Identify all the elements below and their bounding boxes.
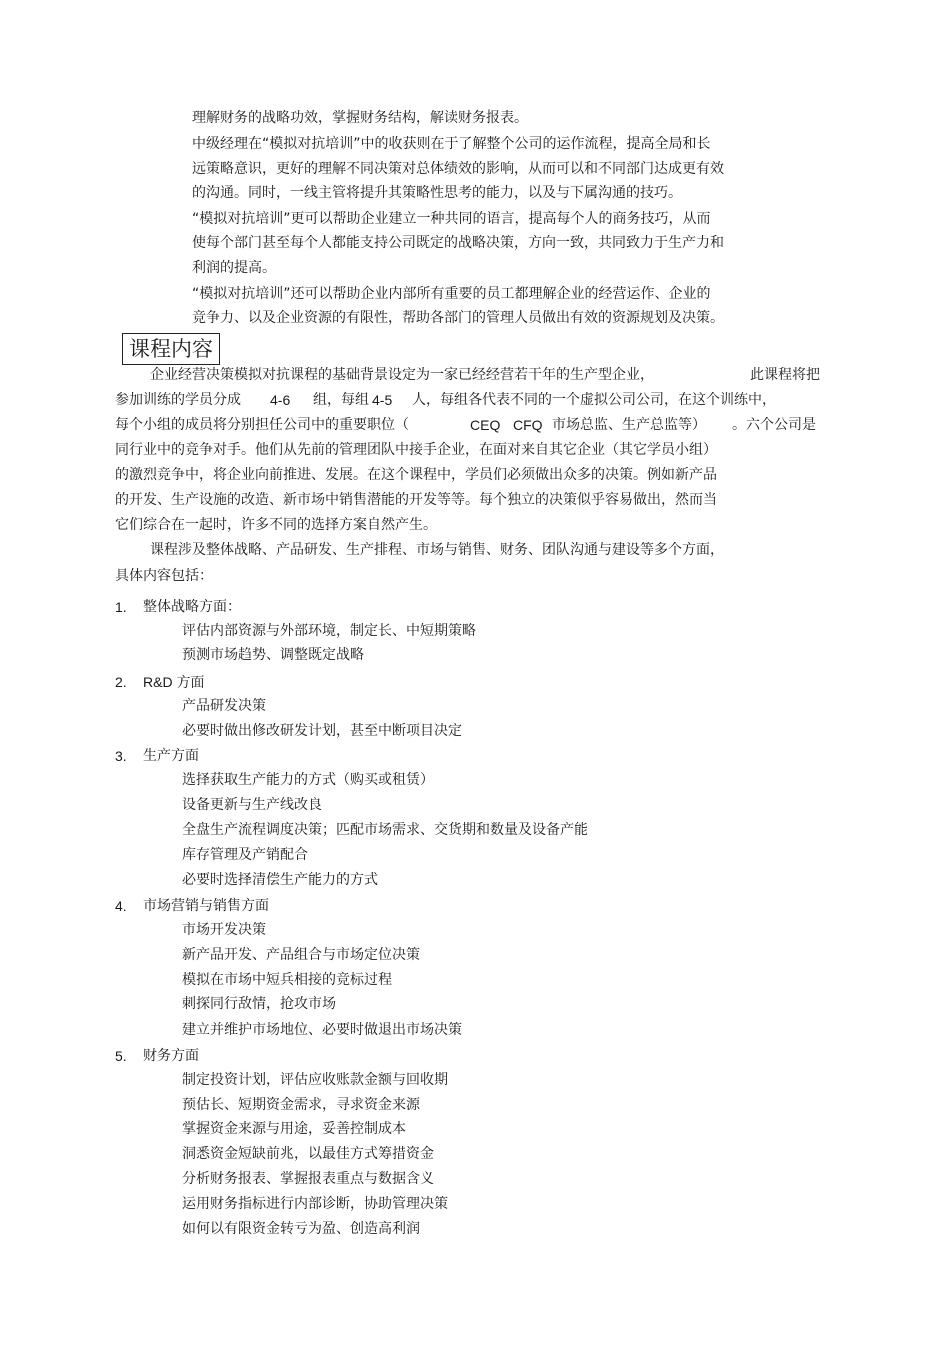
intro-line: 理解财务的战略功效，掌握财务结构，解读财务报表。 <box>192 110 528 126</box>
list-item: 必要时做出修改研发计划，甚至中断项目决定 <box>182 723 462 739</box>
intro-line: 远策略意识，更好的理解不同决策对总体绩效的影响，从而可以和不同部门达成更有效 <box>192 161 724 177</box>
list-item: 刺探同行敌情，抢攻市场 <box>182 996 336 1012</box>
list-heading: R&D 方面 <box>143 674 205 690</box>
list-item: 选择获取生产能力的方式（购买或租赁） <box>182 772 434 788</box>
body-line: 的开发、生产设施的改造、新市场中销售潜能的开发等等。每个独立的决策似乎容易做出，然而当 <box>115 492 717 508</box>
intro-line: 中级经理在“模拟对抗培训”中的收获则在于了解整个公司的运作流程，提高全局和长 <box>192 136 711 152</box>
body-line: 市场总监、生产总监等） <box>552 417 706 433</box>
body-line: 4-6 <box>270 392 291 408</box>
intro-line: “模拟对抗培训”更可以帮助企业建立一种共同的语言，提高每个人的商务技巧，从而 <box>192 211 711 227</box>
list-item: 全盘生产流程调度决策；匹配市场需求、交货期和数量及设备产能 <box>182 822 588 838</box>
list-item: 建立并维护市场地位、必要时做退出市场决策 <box>182 1022 462 1038</box>
body-line: 4-5 <box>372 392 393 408</box>
section-title: 课程内容 <box>122 333 220 365</box>
list-heading: 生产方面 <box>143 748 199 764</box>
list-number: 5. <box>115 1048 127 1064</box>
list-item: 模拟在市场中短兵相接的竞标过程 <box>182 972 392 988</box>
list-heading: 财务方面 <box>143 1048 199 1064</box>
list-item: 必要时选择清偿生产能力的方式 <box>182 872 378 888</box>
list-item: 预估长、短期资金需求，寻求资金来源 <box>182 1097 420 1113</box>
body-line: 它们综合在一起时，许多不同的选择方案自然产生。 <box>115 517 437 533</box>
body-line: 组，每组 <box>313 392 369 408</box>
body-line: 同行业中的竞争对手。他们从先前的管理团队中接手企业，在面对来自其它企业（其它学员小组） <box>115 442 717 458</box>
list-item: 洞悉资金短缺前兆，以最佳方式筹措资金 <box>182 1146 434 1162</box>
list-number: 4. <box>115 898 127 914</box>
list-item: 评估内部资源与外部环境，制定长、中短期策略 <box>182 623 476 639</box>
list-item: 运用财务指标进行内部诊断，协助管理决策 <box>182 1196 448 1212</box>
list-heading: 市场营销与销售方面 <box>143 898 269 914</box>
intro-line: 使每个部门甚至每个人都能支持公司既定的战略决策，方向一致，共同致力于生产力和 <box>192 235 724 251</box>
list-item: 市场开发决策 <box>182 922 266 938</box>
list-heading: 整体战略方面： <box>143 599 241 615</box>
list-item: 产品研发决策 <box>182 698 266 714</box>
list-number: 2. <box>115 674 127 690</box>
body-line: 人，每组各代表不同的一个虚拟公司公司，在这个训练中， <box>412 392 776 408</box>
intro-line: 利润的提高。 <box>192 260 276 276</box>
body-line: 的激烈竞争中，将企业向前推进、发展。在这个课程中，学员们必须做出众多的决策。例如新产品 <box>115 467 717 483</box>
body-line: 课程涉及整体战略、产品研发、生产排程、市场与销售、财务、团队沟通与建设等多个方面， <box>150 542 724 558</box>
intro-line: “模拟对抗培训”还可以帮助企业内部所有重要的员工都理解企业的经营运作、企业的 <box>192 286 711 302</box>
body-line: CFQ <box>513 417 543 433</box>
list-item: 新产品开发、产品组合与市场定位决策 <box>182 947 420 963</box>
list-item: 制定投资计划，评估应收账款金额与回收期 <box>182 1072 448 1088</box>
body-line: 参加训练的学员分成 <box>115 392 241 408</box>
intro-line: 的沟通。同时，一线主管将提升其策略性思考的能力，以及与下属沟通的技巧。 <box>192 185 682 201</box>
list-number: 3. <box>115 748 127 764</box>
list-item: 分析财务报表、掌握报表重点与数据含义 <box>182 1171 434 1187</box>
list-item: 掌握资金来源与用途，妥善控制成本 <box>182 1121 406 1137</box>
list-item: 如何以有限资金转亏为盈、创造高利润 <box>182 1221 420 1237</box>
body-line: CEQ <box>470 417 501 433</box>
list-item: 设备更新与生产线改良 <box>182 797 322 813</box>
body-line: 每个小组的成员将分别担任公司中的重要职位（ <box>115 417 409 433</box>
list-item: 库存管理及产销配合 <box>182 847 308 863</box>
body-line: 。六个公司是 <box>732 417 816 433</box>
intro-line: 竞争力、以及企业资源的有限性，帮助各部门的管理人员做出有效的资源规划及决策。 <box>192 310 724 326</box>
list-item: 预测市场趋势、调整既定战略 <box>182 647 364 663</box>
list-number: 1. <box>115 599 127 615</box>
body-line: 企业经营决策模拟对抗课程的基础背景设定为一家已经经营若干年的生产型企业， <box>150 367 654 383</box>
body-line: 具体内容包括： <box>115 568 213 584</box>
body-line: 此课程将把 <box>750 367 820 383</box>
